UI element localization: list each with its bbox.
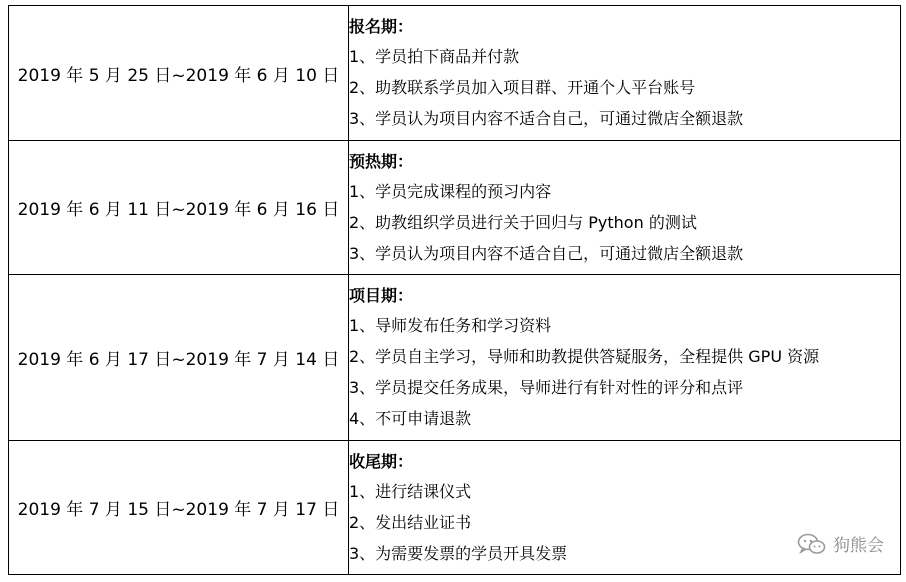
watermark-text: 狗熊会 bbox=[833, 536, 884, 556]
list-item: 2、学员自主学习，导师和助教提供答疑服务，全程提供 GPU 资源 bbox=[349, 347, 820, 366]
list-item: 3、学员认为项目内容不适合自己，可通过微店全额退款 bbox=[349, 243, 744, 263]
phase-title: 收尾期： bbox=[349, 451, 414, 471]
watermark bbox=[797, 531, 884, 556]
table-row bbox=[9, 141, 901, 275]
date-range: 2019 年 6 月 17 日~2019 年 7 月 14 日 bbox=[9, 275, 349, 441]
phase-details bbox=[349, 6, 901, 141]
phase-details bbox=[349, 275, 901, 441]
list-item: 1、进行结课仪式 bbox=[349, 481, 472, 501]
phase-title: 预热期： bbox=[349, 151, 414, 171]
list-item: 1、学员拍下商品并付款 bbox=[349, 47, 520, 66]
list-item: 2、助教联系学员加入项目群、开通个人平台账号 bbox=[349, 78, 696, 97]
phase-title: 报名期： bbox=[349, 17, 414, 36]
list-item: 3、学员认为项目内容不适合自己，可通过微店全额退款 bbox=[349, 109, 744, 128]
date-range: 2019 年 6 月 11 日~2019 年 6 月 16 日 bbox=[9, 141, 349, 275]
list-item: 2、助教组织学员进行关于回归与 Python 的测试 bbox=[349, 212, 697, 232]
phase-title: 项目期： bbox=[349, 286, 414, 305]
list-item: 1、导师发布任务和学习资料 bbox=[349, 316, 552, 335]
list-item: 3、学员提交任务成果，导师进行有针对性的评分和点评 bbox=[349, 378, 744, 397]
table-row bbox=[9, 441, 901, 575]
date-range: 2019 年 7 月 15 日~2019 年 7 月 17 日 bbox=[9, 441, 349, 575]
list-item: 1、学员完成课程的预习内容 bbox=[349, 181, 552, 201]
phase-details bbox=[349, 141, 901, 275]
table-row bbox=[9, 6, 901, 141]
table-row bbox=[9, 275, 901, 441]
list-item: 4、不可申请退款 bbox=[349, 409, 472, 428]
schedule-table bbox=[8, 5, 901, 575]
list-item: 3、为需要发票的学员开具发票 bbox=[349, 543, 568, 563]
list-item: 2、发出结业证书 bbox=[349, 512, 472, 532]
wechat-icon bbox=[797, 532, 827, 556]
date-range: 2019 年 5 月 25 日~2019 年 6 月 10 日 bbox=[9, 6, 349, 141]
